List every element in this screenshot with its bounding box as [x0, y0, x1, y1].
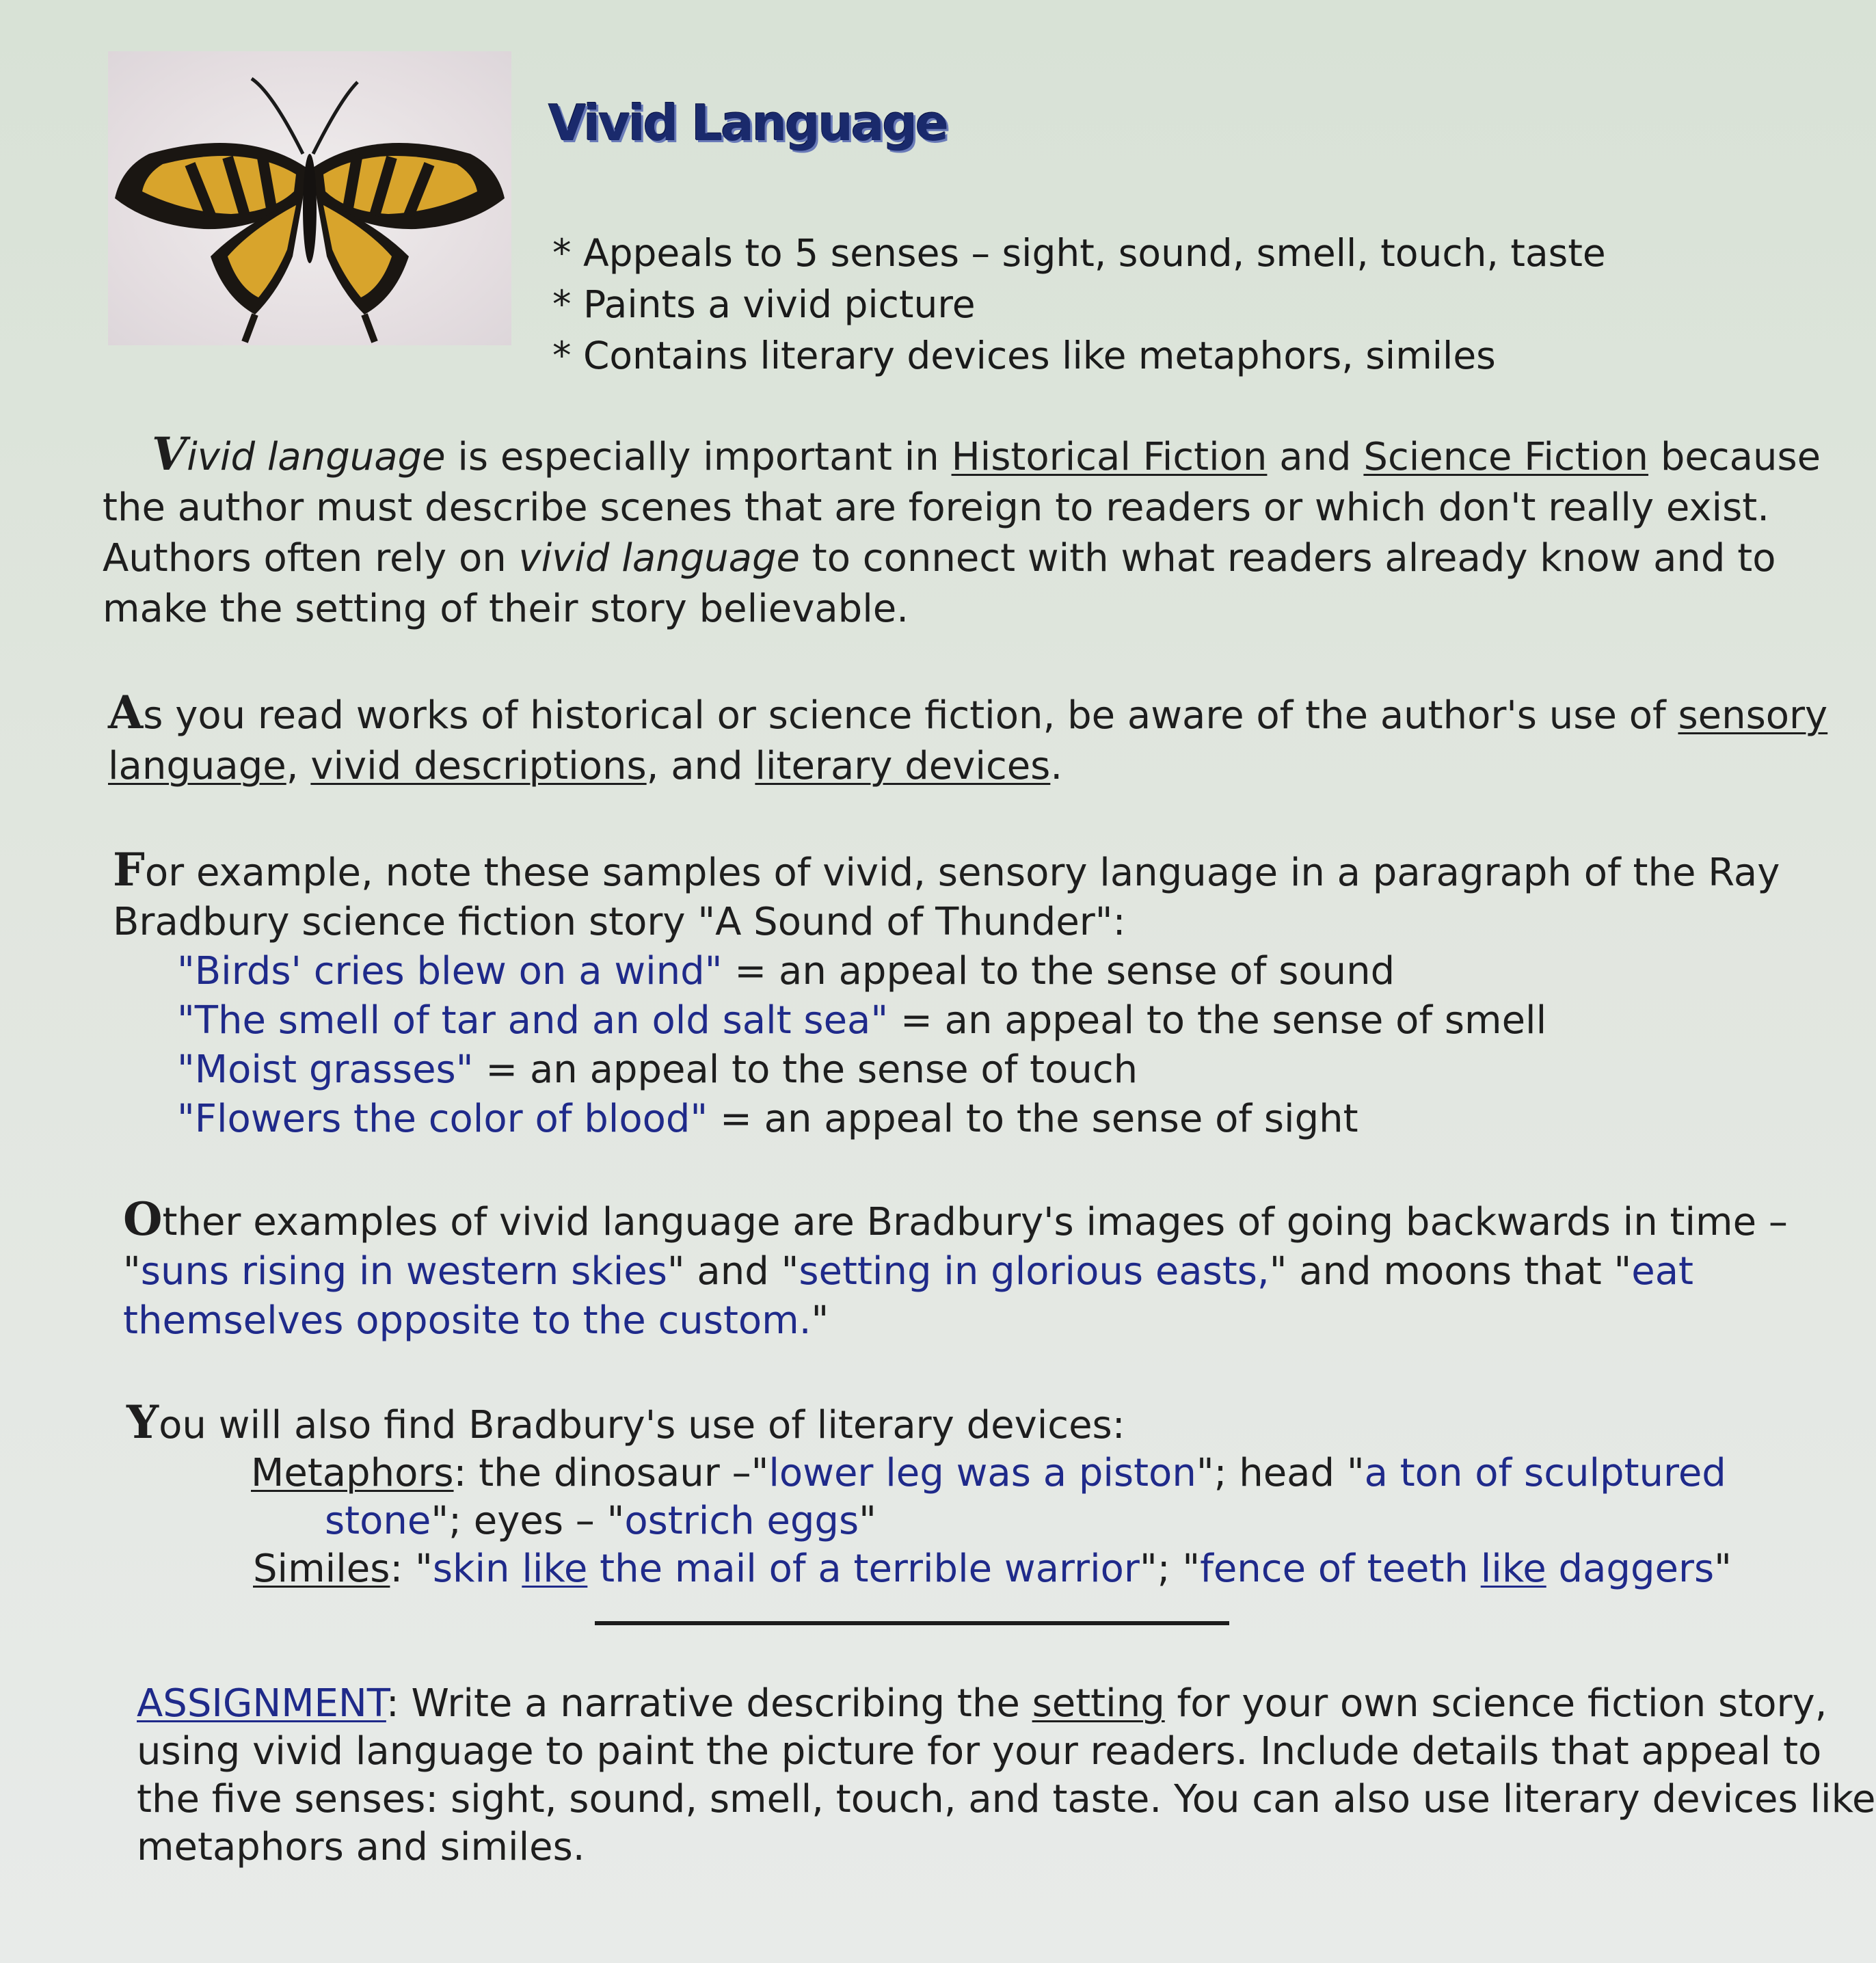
historical-fiction-link: Historical Fiction	[951, 435, 1268, 479]
bullet-list	[552, 228, 1606, 382]
intro-and: and	[1267, 435, 1364, 479]
simile-fence: fence of teeth	[1200, 1547, 1481, 1591]
similes-label: Similes	[253, 1547, 390, 1591]
sample-sound	[177, 947, 1780, 996]
intro-term-rest: ivid language	[187, 435, 446, 479]
aware-text: s you read works of historical or science fiction, be aware of the author's use of	[143, 693, 1678, 738]
literary-devices: literary devices	[755, 744, 1051, 788]
quote-setting-easts: setting in glorious easts,	[799, 1249, 1270, 1294]
assignment-paragraph	[137, 1680, 1876, 1871]
vivid-descriptions: vivid descriptions	[310, 744, 647, 788]
sample-quote: "Moist grasses"	[177, 1047, 474, 1092]
other-line-1: ther examples of vivid language are Bradbury's images of going backwards in time –	[162, 1200, 1788, 1244]
page-title: Vivid Language	[548, 94, 947, 152]
simile-end: "	[1714, 1547, 1732, 1591]
other-moons: " and moons that "	[1269, 1249, 1632, 1294]
sensory-language-1: sensory	[1678, 693, 1828, 738]
metaphors-label: Metaphors	[251, 1451, 454, 1495]
aware-paragraph	[108, 687, 1827, 792]
sample-smell	[177, 996, 1780, 1045]
metaphor-end: "	[859, 1499, 876, 1543]
metaphor-eyes: "; eyes – "	[431, 1499, 625, 1543]
simile-like-1: like	[522, 1547, 588, 1591]
other-and: " and "	[667, 1249, 799, 1294]
sample-meaning: = an appeal to the sense of touch	[473, 1047, 1138, 1092]
assignment-setting: setting	[1032, 1681, 1165, 1726]
sample-meaning: = an appeal to the sense of sound	[722, 949, 1395, 993]
drop-cap-o: O	[123, 1192, 163, 1246]
bullet-picture: * Paints a vivid picture	[552, 282, 976, 326]
intro-line3b: to connect with what readers already know and to	[799, 536, 1776, 580]
drop-cap-a: A	[108, 686, 144, 739]
assignment-line-3: the five senses: sight, sound, smell, touch, and taste. You can also use literary devices like	[137, 1777, 1876, 1821]
devices-line-1: ou will also find Bradbury's use of literary devices:	[159, 1403, 1125, 1447]
devices-paragraph	[126, 1398, 1732, 1593]
sample-list	[113, 947, 1780, 1144]
assignment-line-2: using vivid language to paint the picture for your readers. Include details that appeal to	[137, 1729, 1822, 1774]
quote-opposite-custom: themselves opposite to the custom.	[123, 1298, 812, 1343]
sensory-language-2: language	[108, 744, 286, 788]
science-fiction-link: Science Fiction	[1363, 435, 1649, 479]
intro-line-2: the author must describe scenes that are foreign to readers or which don't really exist.	[103, 485, 1769, 530]
simile-mid: "; "	[1139, 1547, 1201, 1591]
example-paragraph	[113, 845, 1780, 1144]
aware-and: , and	[646, 744, 755, 788]
sample-quote: "Birds' cries blew on a wind"	[177, 949, 723, 993]
simile-mail: the mail of a terrible warrior	[587, 1547, 1140, 1591]
simile-skin: skin	[432, 1547, 522, 1591]
intro-line-3	[103, 533, 1821, 584]
simile-daggers: daggers	[1546, 1547, 1715, 1591]
sample-meaning: = an appeal to the sense of smell	[888, 998, 1547, 1043]
other-q1-open: "	[123, 1249, 141, 1294]
intro-because: because	[1648, 435, 1821, 479]
bullet-devices: * Contains literary devices like metaphors, similes	[552, 334, 1496, 377]
metaphor-stone: stone	[325, 1499, 431, 1543]
divider-line	[595, 1621, 1229, 1625]
drop-cap-v: V	[152, 427, 187, 481]
assignment-line1b: for your own science fiction story,	[1164, 1681, 1827, 1726]
sample-sight	[177, 1095, 1780, 1144]
metaphor-piston: lower leg was a piston	[768, 1451, 1196, 1495]
drop-cap-y: Y	[126, 1396, 159, 1449]
simile-like-2: like	[1480, 1547, 1546, 1591]
intro-line3-term: vivid language	[518, 536, 800, 580]
assignment-line-4: metaphors and similes.	[137, 1825, 585, 1869]
intro-text-1: is especially important in	[445, 435, 952, 479]
butterfly-icon	[108, 51, 511, 345]
metaphor-ostrich-eggs: ostrich eggs	[624, 1499, 859, 1543]
other-end: "	[811, 1298, 829, 1343]
butterfly-image	[108, 51, 511, 345]
aware-comma: ,	[286, 744, 311, 788]
metaphor-sculptured: a ton of sculptured	[1364, 1451, 1726, 1495]
aware-end: .	[1050, 744, 1063, 788]
sample-quote: "The smell of tar and an old salt sea"	[177, 998, 889, 1043]
sample-touch	[177, 1045, 1780, 1095]
quote-suns-rising: suns rising in western skies	[140, 1249, 667, 1294]
other-paragraph	[123, 1194, 1788, 1346]
sample-meaning: = an appeal to the sense of sight	[708, 1097, 1358, 1141]
sample-quote: "Flowers the color of blood"	[177, 1097, 708, 1141]
drop-cap-f: F	[113, 843, 145, 896]
intro-line-4: make the setting of their story believable.	[103, 587, 909, 631]
bullet-senses: * Appeals to 5 senses – sight, sound, smell, touch, taste	[552, 231, 1606, 275]
assignment-intro: : Write a narrative describing the	[386, 1681, 1032, 1726]
similes-intro: : "	[390, 1547, 433, 1591]
intro-term	[152, 427, 446, 481]
intro-line3a: Authors often rely on	[103, 536, 519, 580]
quote-eat: eat	[1631, 1249, 1693, 1294]
metaphor-head: "; head "	[1196, 1451, 1365, 1495]
metaphors-intro: : the dinosaur –"	[453, 1451, 769, 1495]
example-line-1: or example, note these samples of vivid, sensory language in a paragraph of the Ray	[144, 851, 1780, 895]
intro-paragraph	[103, 429, 1821, 635]
assignment-label: ASSIGNMENT	[137, 1681, 386, 1726]
example-line-2: Bradbury science fiction story "A Sound of Thunder":	[113, 900, 1126, 944]
